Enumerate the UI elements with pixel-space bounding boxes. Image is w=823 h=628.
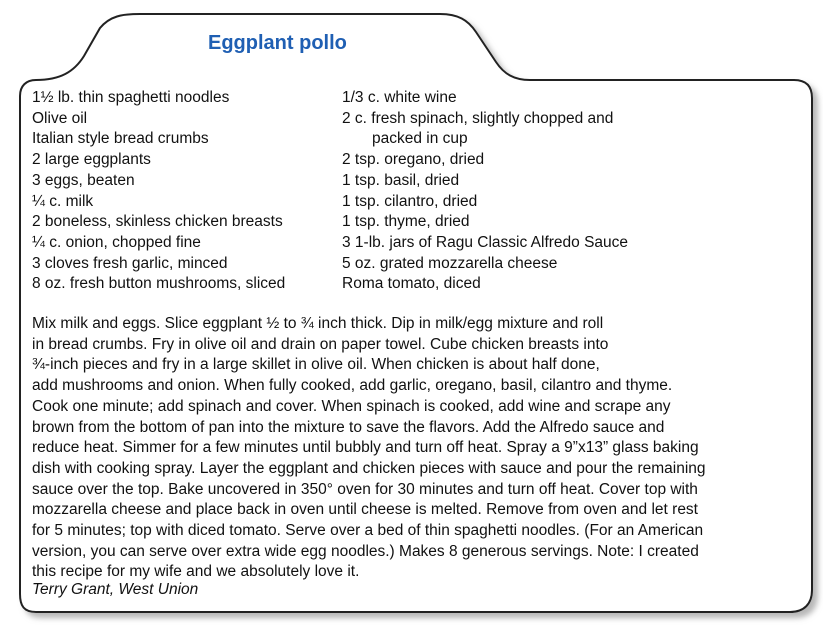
ingredient-item: 8 oz. fresh button mushrooms, sliced [32,275,286,293]
ingredient-item: 2 c. fresh spinach, slightly chopped and [342,109,614,127]
ingredients-left-column [32,88,332,295]
ingredient-item: 1 tsp. basil, dried [342,171,460,189]
ingredient-item: 3 eggs, beaten [32,171,135,189]
ingredient-item: 3 cloves fresh garlic, minced [32,254,228,272]
ingredients-right-column [342,88,682,295]
recipe-instructions: Mix milk and eggs. Slice eggplant ½ to ¾ inch thick. Dip in milk/egg mixture and roll in bread crumbs. Fry in olive oil and drain on paper towel. Cube chicken breasts into ¾-inch pieces and fry in a large skillet in olive oil. When chicken is about half done, add mushrooms and onion. When fully cooked, add garlic, oregano, basil, cilantro and thyme. Cook one minute; add spinach and cover. When spinach is cooked, add wine and scrape any brown from the bottom of pan into the mixture to save the flavors. Add the Alfredo sauce and reduce heat. Simmer for a few minutes until bubbly and turn off heat. Spray a 9”x13” glass baking dish with cooking spray. Layer the eggplant and chicken pieces with sauce and pour the remaining sauce over the top. Bake uncovered in 350° oven for 30 minutes and turn off heat. Cover top with mozzarella cheese and place back in oven until cheese is melted. Remove from oven and let rest for 5 minutes; top with diced tomato. Serve over a bed of thin spaghetti noodles. (For an American version, you can serve over extra wide egg noodles.) Makes 8 generous servings. Note: I created this recipe for my wife and we absolutely love it. [32,315,706,581]
ingredient-item: 2 boneless, skinless chicken breasts [32,213,283,231]
ingredient-item: 5 oz. grated mozzarella cheese [342,254,558,272]
ingredient-item: 1½ lb. thin spaghetti noodles [32,89,230,106]
ingredient-item: 2 large eggplants [32,151,151,169]
ingredient-item: Italian style bread crumbs [32,130,209,148]
ingredient-item: 1 tsp. thyme, dried [342,213,470,231]
ingredient-item: ¼ c. onion, chopped fine [32,233,201,251]
ingredient-item: Roma tomato, diced [342,275,481,293]
ingredient-item: 1 tsp. cilantro, dried [342,192,478,210]
recipe-title: Eggplant pollo [208,32,347,54]
ingredient-item-continuation: packed in cup [372,130,468,148]
ingredient-item: ¼ c. milk [32,192,94,210]
ingredient-item: 3 1-lb. jars of Ragu Classic Alfredo Sauce [342,233,629,251]
ingredient-item: 2 tsp. oregano, dried [342,151,485,169]
recipe-author: Terry Grant, West Union [32,581,199,598]
ingredient-item: 1/3 c. white wine [342,89,457,106]
ingredient-item: Olive oil [32,109,88,127]
